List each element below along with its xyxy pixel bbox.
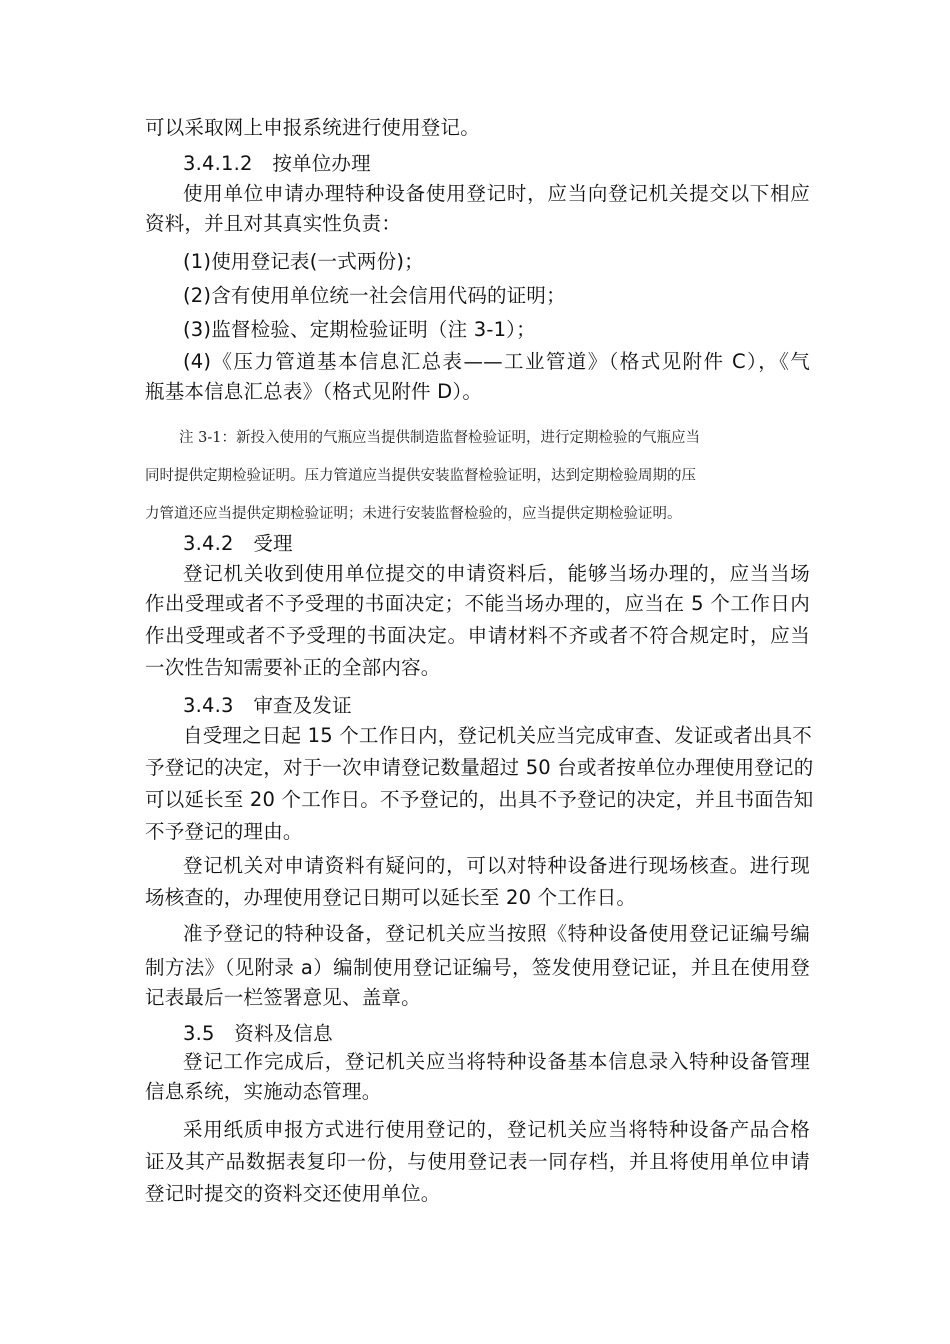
paragraph-line: 自受理之日起 15 个工作日内，登记机关应当完成审查、发证或者出具不 [183, 724, 813, 747]
paragraph-line: 证及其产品数据表复印一份，与使用登记表一同存档，并且将使用单位申请 [145, 1150, 810, 1173]
paragraph-line: 采用纸质申报方式进行使用登记的，登记机关应当将特种设备产品合格 [183, 1118, 810, 1141]
section-heading-3-4-3: 3.4.3 审查及发证 [183, 694, 352, 717]
paragraph-line: 可以采取网上申报系统进行使用登记。 [145, 116, 480, 139]
paragraph-line: 登记时提交的资料交还使用单位。 [145, 1182, 441, 1205]
paragraph-line: 记表最后一栏签署意见、盖章。 [145, 986, 421, 1009]
paragraph-line: 登记机关对申请资料有疑问的，可以对特种设备进行现场核查。进行现 [183, 854, 810, 877]
list-item: (4)《压力管道基本信息汇总表——工业管道》（格式见附件 C），《气 [183, 350, 810, 373]
note-line: 注 3-1：新投入使用的气瓶应当提供制造监督检验证明，进行定期检验的气瓶应当 [179, 430, 700, 446]
paragraph-line: 信息系统，实施动态管理。 [145, 1080, 382, 1103]
paragraph-line: 场核查的，办理使用登记日期可以延长至 20 个工作日。 [145, 886, 637, 909]
paragraph-line: 作出受理或者不予受理的书面决定。申请材料不齐或者不符合规定时，应当 [145, 624, 810, 647]
paragraph-line: 一次性告知需要补正的全部内容。 [145, 656, 441, 679]
paragraph-line: 准予登记的特种设备，登记机关应当按照《特种设备使用登记证编号编 [183, 922, 810, 945]
paragraph-line: 登记工作完成后，登记机关应当将特种设备基本信息录入特种设备管理 [183, 1050, 810, 1073]
list-item: (3)监督检验、定期检验证明（注 3-1）； [183, 318, 536, 341]
paragraph-line: 作出受理或者不予受理的书面决定；不能当场办理的，应当在 5 个工作日内 [145, 592, 810, 615]
paragraph-line: 予登记的决定，对于一次申请登记数量超过 50 台或者按单位办理使用登记的 [145, 756, 814, 779]
note-line: 力管道还应当提供定期检验证明；未进行安装监督检验的，应当提供定期检验证明。 [145, 506, 682, 522]
section-heading-3-4-1-2: 3.4.1.2 按单位办理 [183, 152, 371, 175]
section-heading-3-4-2: 3.4.2 受理 [183, 532, 293, 555]
list-item-continuation: 瓶基本信息汇总表》（格式见附件 D）。 [145, 380, 483, 403]
section-heading-3-5: 3.5 资料及信息 [183, 1022, 333, 1045]
paragraph-line: 资料，并且对其真实性负责： [145, 212, 402, 235]
paragraph-line: 可以延长至 20 个工作日。不予登记的，出具不予登记的决定，并且书面告知 [145, 788, 814, 811]
list-item: (1)使用登记表(一式两份)； [183, 250, 424, 273]
paragraph-line: 使用单位申请办理特种设备使用登记时，应当向登记机关提交以下相应 [183, 182, 810, 205]
note-line: 同时提供定期检验证明。压力管道应当提供安装监督检验证明，达到定期检验周期的压 [145, 468, 696, 484]
paragraph-line: 不予登记的理由。 [145, 820, 303, 843]
list-item: (2)含有使用单位统一社会信用代码的证明； [183, 284, 566, 307]
paragraph-line: 登记机关收到使用单位提交的申请资料后，能够当场办理的，应当当场 [183, 562, 810, 585]
paragraph-line: 制方法》（见附录 a）编制使用登记证编号，签发使用登记证，并且在使用登 [145, 956, 810, 979]
